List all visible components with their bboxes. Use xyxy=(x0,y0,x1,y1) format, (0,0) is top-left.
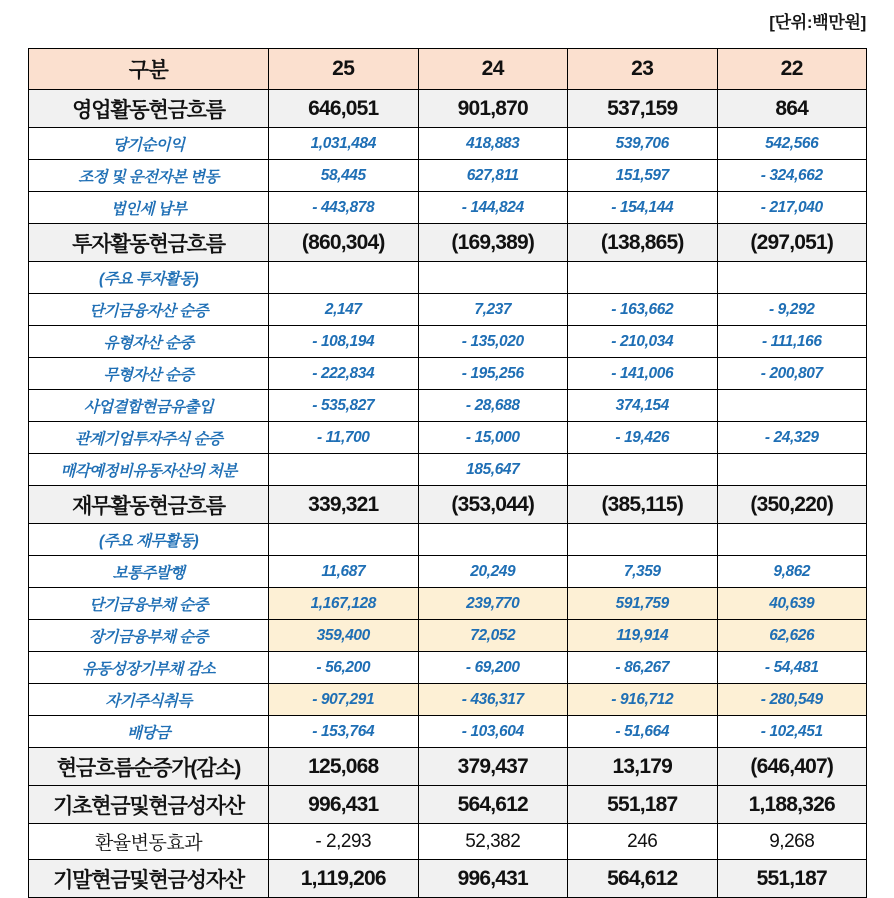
row-label: 배당금 xyxy=(29,716,269,748)
row-value: - 210,034 xyxy=(568,326,718,358)
table-row xyxy=(29,716,867,748)
row-label: 보통주발행 xyxy=(29,556,269,588)
row-value: 125,068 xyxy=(269,748,419,786)
row-value: - 11,700 xyxy=(269,422,419,454)
row-value: 52,382 xyxy=(418,824,568,860)
table-row xyxy=(29,684,867,716)
row-label: 기말현금및현금성자산 xyxy=(29,860,269,898)
row-value xyxy=(717,262,867,294)
row-value xyxy=(269,454,419,486)
row-label: 재무활동현금흐름 xyxy=(29,486,269,524)
row-label: 법인세 납부 xyxy=(29,192,269,224)
table-row xyxy=(29,128,867,160)
row-label: 관계기업투자주식 순증 xyxy=(29,422,269,454)
table-row xyxy=(29,160,867,192)
table-row xyxy=(29,294,867,326)
column-header-year-22: 22 xyxy=(717,49,867,90)
row-value: - 153,764 xyxy=(269,716,419,748)
row-value: - 108,194 xyxy=(269,326,419,358)
row-value: 379,437 xyxy=(418,748,568,786)
table-row xyxy=(29,262,867,294)
table-row xyxy=(29,588,867,620)
row-value: 20,249 xyxy=(418,556,568,588)
row-value xyxy=(568,262,718,294)
row-label: 현금흐름순증가(감소) xyxy=(29,748,269,786)
row-value: - 19,426 xyxy=(568,422,718,454)
row-label: 기초현금및현금성자산 xyxy=(29,786,269,824)
row-value: - 141,006 xyxy=(568,358,718,390)
row-label: 단기금융자산 순증 xyxy=(29,294,269,326)
row-value: 239,770 xyxy=(418,588,568,620)
row-value xyxy=(269,262,419,294)
table-row xyxy=(29,358,867,390)
row-value: 864 xyxy=(717,90,867,128)
row-value: - 54,481 xyxy=(717,652,867,684)
row-value: 58,445 xyxy=(269,160,419,192)
row-value: 418,883 xyxy=(418,128,568,160)
row-value: - 280,549 xyxy=(717,684,867,716)
row-value: - 9,292 xyxy=(717,294,867,326)
row-value: - 2,293 xyxy=(269,824,419,860)
row-label: 유형자산 순중 xyxy=(29,326,269,358)
row-value: - 907,291 xyxy=(269,684,419,716)
row-value xyxy=(418,524,568,556)
row-value: 542,566 xyxy=(717,128,867,160)
row-value: 359,400 xyxy=(269,620,419,652)
row-value: - 144,824 xyxy=(418,192,568,224)
row-label: 사업결합현금유출입 xyxy=(29,390,269,422)
unit-note: [단위:백만원] xyxy=(769,13,866,32)
row-value: (350,220) xyxy=(717,486,867,524)
row-value: 551,187 xyxy=(568,786,718,824)
row-value: 539,706 xyxy=(568,128,718,160)
table-row xyxy=(29,390,867,422)
row-value: - 535,827 xyxy=(269,390,419,422)
row-value: 40,639 xyxy=(717,588,867,620)
table-row xyxy=(29,90,867,128)
column-header-year-24: 24 xyxy=(418,49,568,90)
row-value: - 86,267 xyxy=(568,652,718,684)
row-value: 339,321 xyxy=(269,486,419,524)
table-row xyxy=(29,224,867,262)
row-value xyxy=(717,454,867,486)
row-value xyxy=(568,524,718,556)
row-value: 646,051 xyxy=(269,90,419,128)
column-header-label: 구분 xyxy=(29,49,269,90)
row-value xyxy=(717,390,867,422)
row-label: 조정 및 운전자본 변동 xyxy=(29,160,269,192)
row-label: 환율변동효과 xyxy=(29,824,269,860)
row-value: - 28,688 xyxy=(418,390,568,422)
row-value: 901,870 xyxy=(418,90,568,128)
row-value: 564,612 xyxy=(568,860,718,898)
table-row xyxy=(29,652,867,684)
row-value: 9,862 xyxy=(717,556,867,588)
row-value: 246 xyxy=(568,824,718,860)
row-value: 1,031,484 xyxy=(269,128,419,160)
table-row xyxy=(29,786,867,824)
row-value: 551,187 xyxy=(717,860,867,898)
row-value: - 15,000 xyxy=(418,422,568,454)
table-row xyxy=(29,454,867,486)
row-value xyxy=(717,524,867,556)
row-label: 투자활동현금흐름 xyxy=(29,224,269,262)
row-value: - 103,604 xyxy=(418,716,568,748)
row-value: 62,626 xyxy=(717,620,867,652)
row-label: 무형자산 순증 xyxy=(29,358,269,390)
row-label: 영업활동현금흐름 xyxy=(29,90,269,128)
cashflow-table xyxy=(28,48,867,898)
row-value: 7,237 xyxy=(418,294,568,326)
row-label: 유동성장기부채 감소 xyxy=(29,652,269,684)
row-value: 72,052 xyxy=(418,620,568,652)
row-value: 9,268 xyxy=(717,824,867,860)
table-row xyxy=(29,556,867,588)
row-value: - 163,662 xyxy=(568,294,718,326)
table-row xyxy=(29,192,867,224)
row-value: 1,119,206 xyxy=(269,860,419,898)
row-value: 185,647 xyxy=(418,454,568,486)
row-value: - 56,200 xyxy=(269,652,419,684)
row-value xyxy=(418,262,568,294)
row-value: (138,865) xyxy=(568,224,718,262)
row-value: (297,051) xyxy=(717,224,867,262)
row-label: 자기주식취득 xyxy=(29,684,269,716)
row-value: 119,914 xyxy=(568,620,718,652)
cashflow-table-container xyxy=(28,48,866,898)
row-label: 단기금융부채 순중 xyxy=(29,588,269,620)
column-header-year-23: 23 xyxy=(568,49,718,90)
table-row xyxy=(29,422,867,454)
row-label: (주요 투자활동) xyxy=(29,262,269,294)
table-row xyxy=(29,524,867,556)
row-value: (385,115) xyxy=(568,486,718,524)
row-value: 996,431 xyxy=(269,786,419,824)
row-value: 7,359 xyxy=(568,556,718,588)
row-value: 564,612 xyxy=(418,786,568,824)
row-label: 당기순이익 xyxy=(29,128,269,160)
row-value: 537,159 xyxy=(568,90,718,128)
row-value: - 217,040 xyxy=(717,192,867,224)
row-value: (646,407) xyxy=(717,748,867,786)
table-row xyxy=(29,486,867,524)
row-label: (주요 재무활동) xyxy=(29,524,269,556)
table-row xyxy=(29,748,867,786)
row-value: - 51,664 xyxy=(568,716,718,748)
column-header-year-25: 25 xyxy=(269,49,419,90)
row-value: - 154,144 xyxy=(568,192,718,224)
table-row xyxy=(29,326,867,358)
row-value: 627,811 xyxy=(418,160,568,192)
row-value: - 102,451 xyxy=(717,716,867,748)
row-value: 1,188,326 xyxy=(717,786,867,824)
row-value: - 443,878 xyxy=(269,192,419,224)
row-value: - 24,329 xyxy=(717,422,867,454)
row-value: 151,597 xyxy=(568,160,718,192)
table-body xyxy=(29,49,867,898)
row-value: (860,304) xyxy=(269,224,419,262)
row-value: - 135,020 xyxy=(418,326,568,358)
row-value: 2,147 xyxy=(269,294,419,326)
row-value: - 195,256 xyxy=(418,358,568,390)
row-label: 장기금융부채 순증 xyxy=(29,620,269,652)
row-value: - 69,200 xyxy=(418,652,568,684)
row-value: - 111,166 xyxy=(717,326,867,358)
row-label: 매각예정비유동자산의 처분 xyxy=(29,454,269,486)
row-value: 1,167,128 xyxy=(269,588,419,620)
row-value: 374,154 xyxy=(568,390,718,422)
row-value: - 916,712 xyxy=(568,684,718,716)
row-value: 11,687 xyxy=(269,556,419,588)
row-value: 13,179 xyxy=(568,748,718,786)
table-row xyxy=(29,620,867,652)
row-value: 591,759 xyxy=(568,588,718,620)
row-value: - 200,807 xyxy=(717,358,867,390)
row-value: (353,044) xyxy=(418,486,568,524)
row-value: (169,389) xyxy=(418,224,568,262)
row-value: - 324,662 xyxy=(717,160,867,192)
table-header-row xyxy=(29,49,867,90)
table-row xyxy=(29,860,867,898)
row-value: - 436,317 xyxy=(418,684,568,716)
row-value: - 222,834 xyxy=(269,358,419,390)
row-value: 996,431 xyxy=(418,860,568,898)
row-value xyxy=(568,454,718,486)
table-row xyxy=(29,824,867,860)
row-value xyxy=(269,524,419,556)
